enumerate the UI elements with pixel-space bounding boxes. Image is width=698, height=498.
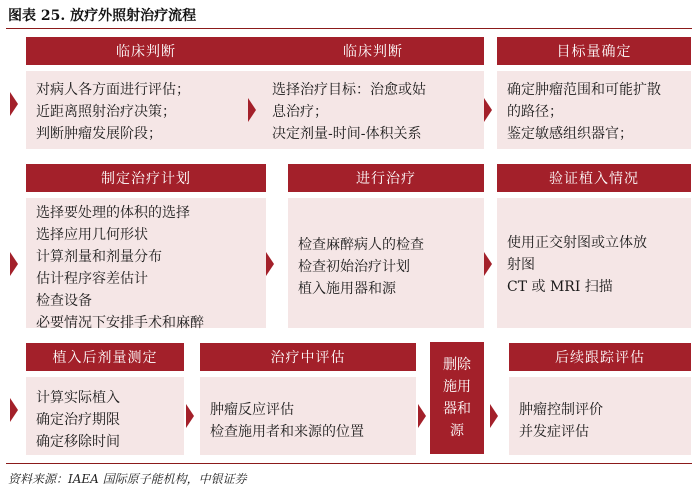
step-2-header: 临床判断	[262, 37, 484, 65]
step-3-body	[497, 71, 691, 149]
step-3-line: 鉴定敏感组织器官；	[507, 126, 633, 142]
step-2-line: 决定剂量-时间-体积关系	[272, 126, 422, 142]
step-7-line: 确定治疗期限	[36, 412, 120, 428]
step-4-line: 计算剂量和剂量分布	[36, 249, 162, 265]
step-7-body	[26, 377, 184, 455]
remove-step-line: 器和	[443, 401, 471, 417]
step-1-line: 近距离照射治疗决策；	[36, 104, 176, 120]
remove-applicator-step	[430, 342, 484, 454]
step-2-line: 息治疗；	[272, 104, 328, 120]
step-9-line: 并发症评估	[519, 424, 589, 440]
arrow-icon	[418, 404, 426, 428]
step-5-line: 检查麻醉病人的检查	[298, 237, 424, 253]
step-3-line: 的路径；	[507, 104, 563, 120]
step-1-body	[26, 71, 266, 149]
figure-title: 图表 25. 放疗外照射治疗流程	[8, 8, 197, 24]
arrow-icon	[490, 404, 498, 428]
step-1-line: 对病人各方面进行评估；	[36, 82, 190, 98]
step-8-line: 检查施用者和来源的位置	[210, 424, 364, 440]
step-8-header: 治疗中评估	[200, 343, 416, 371]
remove-step-line: 施用	[443, 379, 471, 395]
step-8-body	[200, 377, 416, 455]
step-4-body	[26, 198, 266, 331]
step-5-line: 检查初始治疗计划	[298, 259, 410, 275]
row2-arrow-icon	[10, 252, 18, 276]
step-5-body	[288, 198, 484, 328]
arrow-icon	[484, 252, 492, 276]
step-7-line: 确定移除时间	[36, 434, 120, 450]
step-3-line: 确定肿瘤范围和可能扩散	[507, 82, 661, 98]
step-8-line: 肿瘤反应评估	[210, 402, 294, 418]
remove-step-line: 源	[450, 423, 464, 439]
step-6-body	[497, 198, 691, 328]
source-note: 资料来源：IAEA 国际原子能机构，中银证券	[8, 472, 247, 486]
step-7-header: 植入后剂量测定	[26, 343, 184, 371]
title-divider	[6, 28, 692, 29]
remove-step-line: 删除	[443, 357, 471, 373]
step-9-header: 后续跟踪评估	[509, 343, 691, 371]
step-6-line: CT 或 MRI 扫描	[507, 279, 613, 295]
step-3-header: 目标量确定	[497, 37, 691, 65]
step-4-line: 选择要处理的体积的选择	[36, 205, 190, 221]
row3-arrow-icon	[10, 398, 18, 422]
step-4-header: 制定治疗计划	[26, 164, 266, 192]
step-9-body	[509, 377, 691, 455]
step-4-line: 检查设备	[36, 293, 92, 309]
source-divider	[6, 463, 692, 464]
step-7-line: 计算实际植入	[36, 390, 120, 406]
step-4-line: 估计程序容差估计	[36, 271, 148, 287]
step-6-header: 验证植入情况	[497, 164, 691, 192]
step-5-line: 植入施用器和源	[298, 281, 396, 297]
step-1-line: 判断肿瘤发展阶段；	[36, 126, 162, 142]
step-4-line: 选择应用几何形状	[36, 227, 148, 243]
step-1-header: 临床判断	[26, 37, 266, 65]
step-4-line: 必要情况下安排手术和麻醉	[36, 315, 204, 331]
arrow-icon	[186, 404, 194, 428]
step-6-line: 射图	[507, 257, 535, 273]
step-9-line: 肿瘤控制评价	[519, 402, 603, 418]
row1-arrow-icon	[10, 92, 18, 116]
step-6-line: 使用正交射图或立体放	[507, 235, 647, 251]
step-2-body	[262, 71, 484, 149]
arrow-icon	[266, 252, 274, 276]
arrow-icon	[484, 98, 492, 122]
step-2-line: 选择治疗目标：治愈或姑	[272, 82, 426, 98]
step-5-header: 进行治疗	[288, 164, 484, 192]
arrow-icon	[248, 98, 256, 122]
